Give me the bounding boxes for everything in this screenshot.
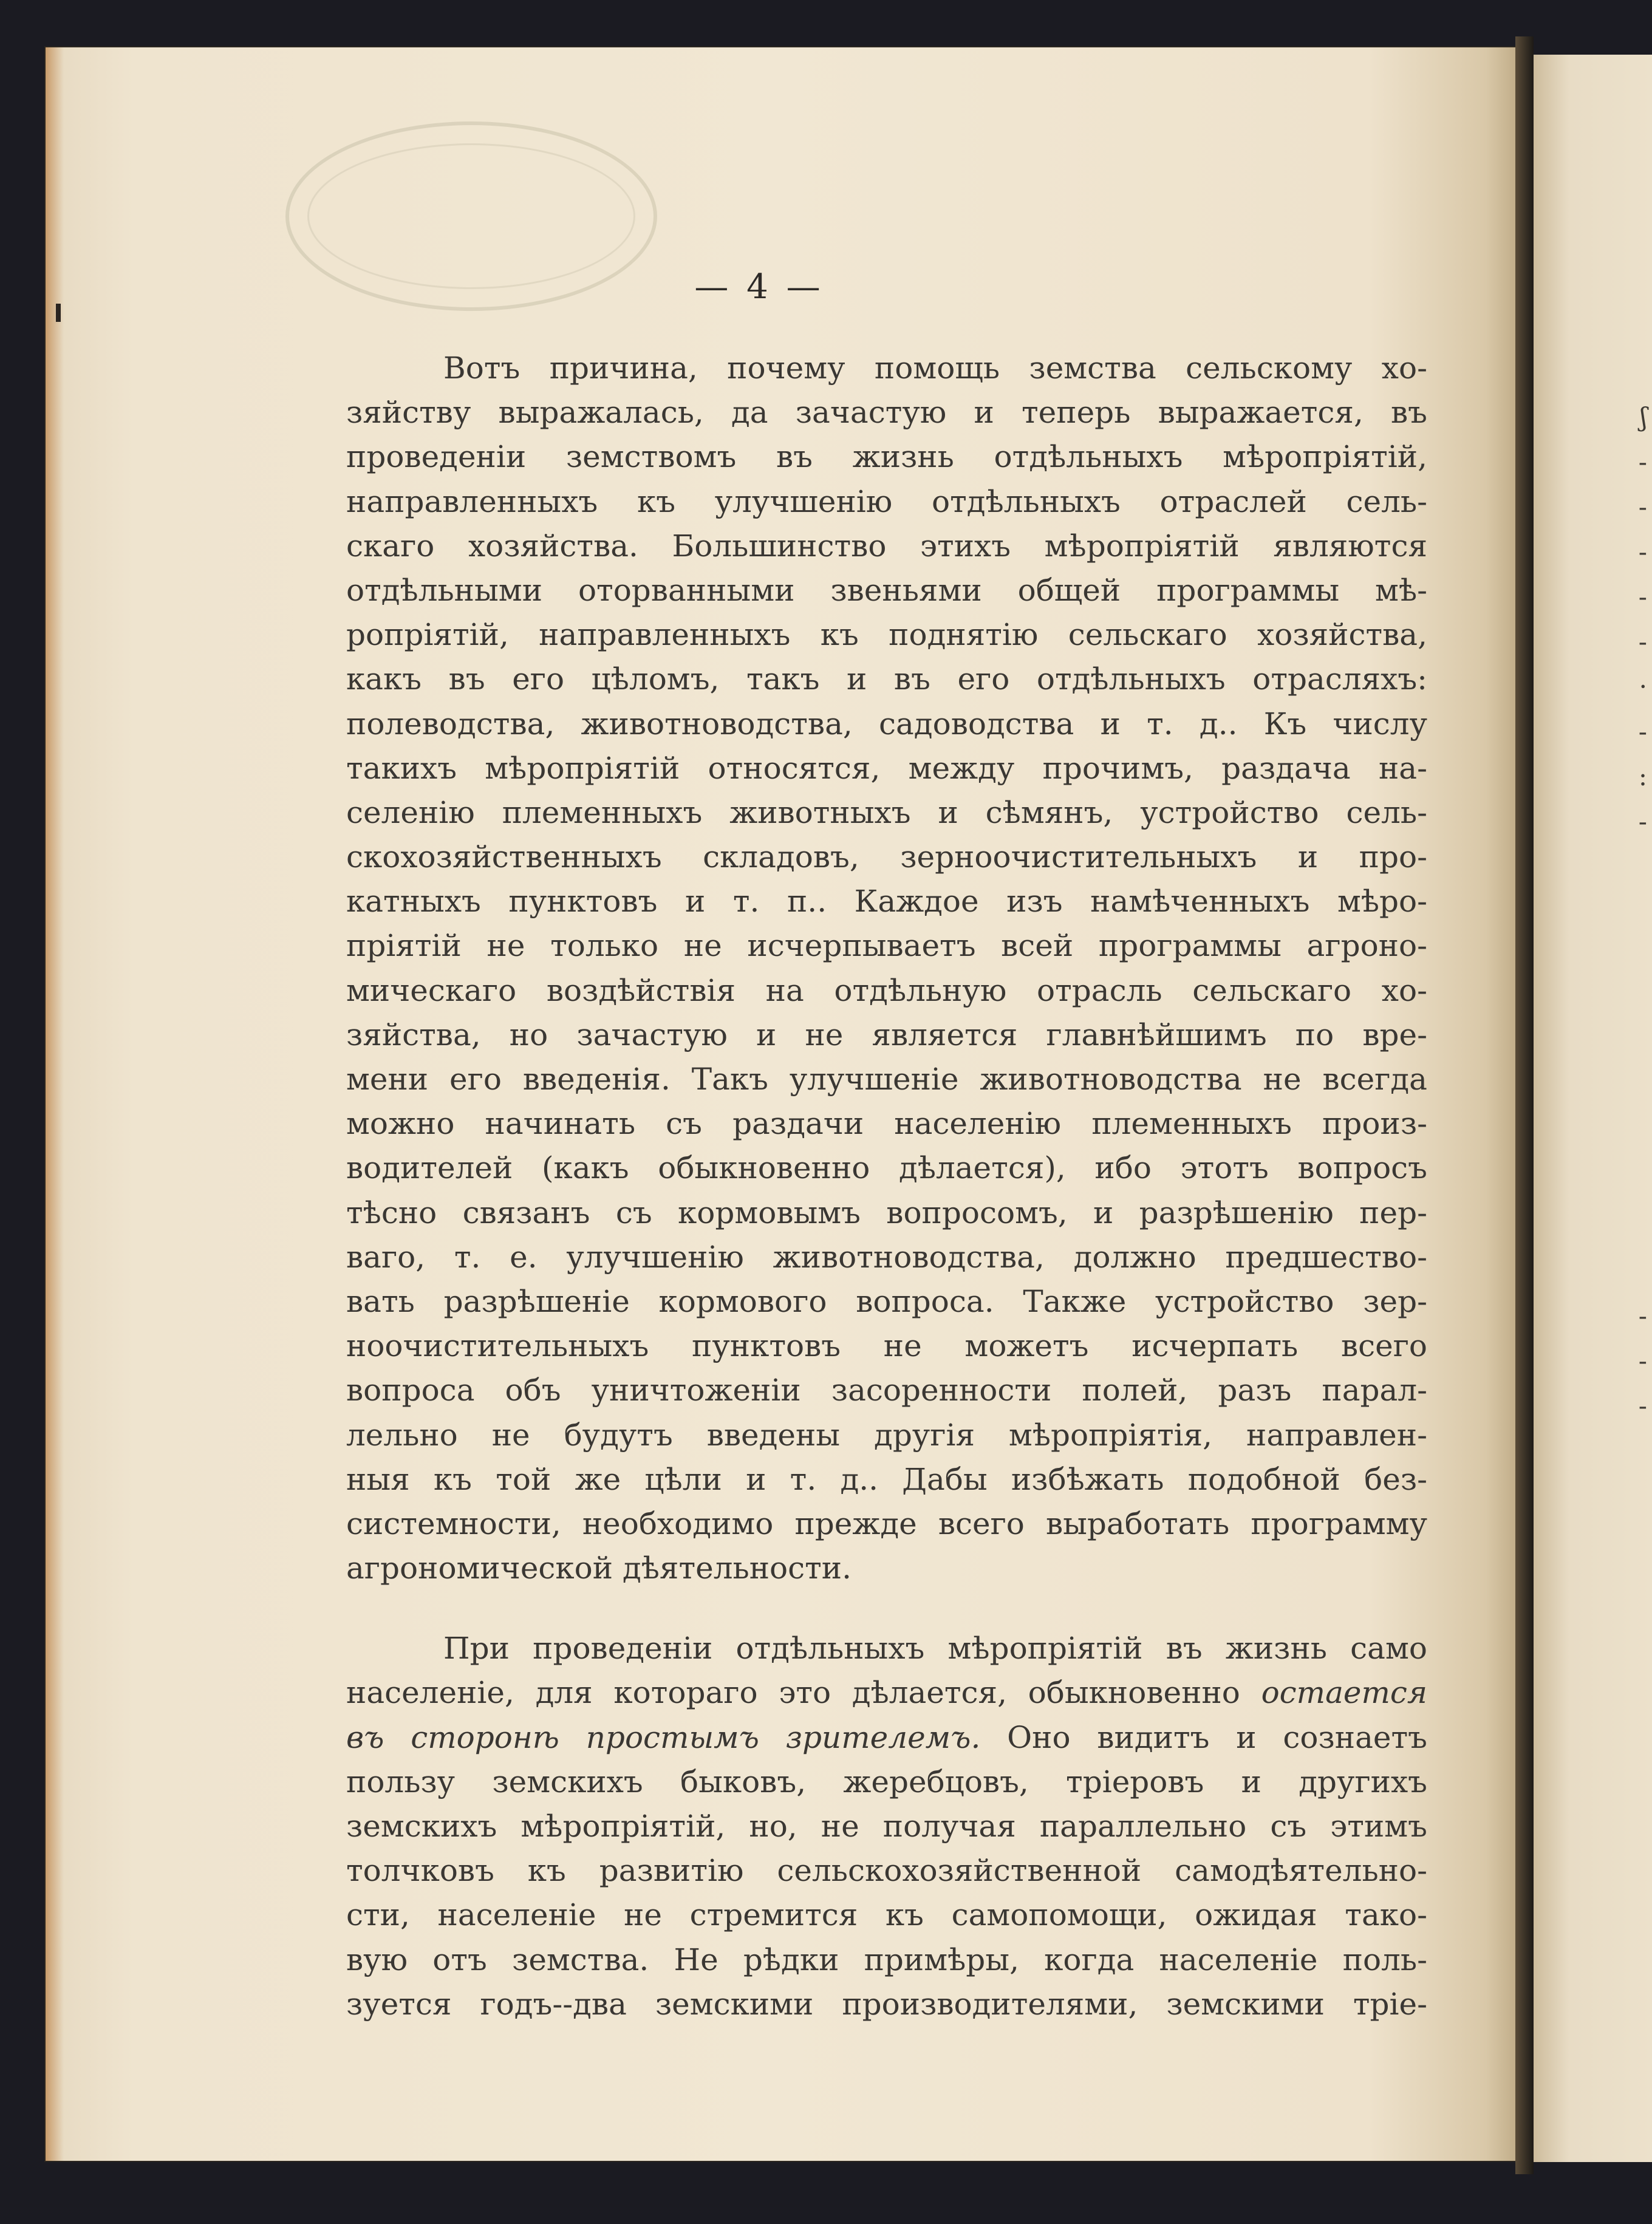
text-line: При проведенiи отдѣльныхъ мѣропрiятiй въ жизнь само [443, 1631, 1427, 1666]
margin-mark [56, 304, 61, 322]
text-line: вать разрѣшенiе кормового вопроса. Также устройство зер- [346, 1283, 1427, 1319]
text-line: земскихъ мѣропрiятiй, но, не получая параллельно съ этимъ [346, 1809, 1427, 1844]
text-line: можно начинать съ раздачи населенiю племенныхъ произ- [346, 1106, 1427, 1142]
text-segment: населенiе, для котораго это дѣлается, обыкновенно [346, 1675, 1261, 1711]
text-line [346, 1671, 1427, 1715]
paragraph-2 [346, 1626, 1427, 2027]
adjacent-page-glyphs: ʃ - - - - - · - : - - - - [1638, 402, 1647, 1421]
text-line: скаго хозяйства. Большинство этихъ мѣропрiятiй являются [346, 528, 1427, 564]
text-line: какъ въ его цѣломъ, такъ и въ его отдѣльныхъ отрасляхъ: [346, 661, 1427, 697]
text-line: отдѣльными оторванными звеньями общей программы мѣ- [346, 572, 1427, 608]
library-stamp [285, 121, 657, 311]
text-line [346, 1716, 1427, 1760]
text-line: зяйству выражалась, да зачастую и теперь выражается, въ [346, 395, 1427, 431]
text-line: ныя къ той же цѣли и т. д.. Дабы избѣжать подобной без- [346, 1461, 1427, 1497]
text-line: сти, населенiе не стремится къ самопомощи, ожидая тако- [346, 1897, 1427, 1933]
text-line: такихъ мѣропрiятiй относятся, между прочимъ, раздача на- [346, 750, 1427, 786]
text-line: полеводства, животноводства, садоводства и т. д.. Къ числу [346, 706, 1427, 742]
text-line: агрономической дѣятельности. [346, 1550, 852, 1586]
text-line: направленныхъ къ улучшенiю отдѣльныхъ отраслей сель- [346, 483, 1427, 519]
text-line: ропрiятiй, направленныхъ къ поднятiю сельскаго хозяйства, [346, 617, 1427, 653]
text-line: пользу земскихъ быковъ, жеребцовъ, трiеровъ и другихъ [346, 1764, 1427, 1799]
text-line: селенiю племенныхъ животныхъ и сѣмянъ, устройство сель- [346, 794, 1427, 830]
text-line: ваго, т. е. улучшенiю животноводства, должно предшество- [346, 1239, 1427, 1275]
text-line: катныхъ пунктовъ и т. п.. Каждое изъ намѣченныхъ мѣро- [346, 884, 1427, 919]
text-line: зяйства, но зачастую и не является главнѣйшимъ по вре- [346, 1017, 1427, 1052]
text-line: вую отъ земства. Не рѣдки примѣры, когда населенiе поль- [346, 1942, 1427, 1977]
text-line: толчковъ къ развитiю сельскохозяйственной самодѣятельно- [346, 1853, 1427, 1889]
text-line: лельно не будутъ введены другiя мѣропрiятiя, направлен- [346, 1417, 1427, 1453]
text-line: Вотъ причина, почему помощь земства сельскому хо- [443, 350, 1427, 386]
book-gutter [1515, 36, 1534, 2174]
text-line: системности, необходимо прежде всего выработать программу [346, 1506, 1427, 1541]
text-segment: Оно видитъ и сознаетъ [980, 1719, 1427, 1755]
text-line: зуется годъ--два земскими производителями, земскими трiе- [346, 1986, 1427, 2022]
page-edge-shadow [46, 47, 64, 2161]
text-line: скохозяйственныхъ складовъ, зерноочистительныхъ и про- [346, 839, 1427, 875]
text-line: мическаго воздѣйствiя на отдѣльную отрасль сельскаго хо- [346, 972, 1427, 1008]
page-body-text [346, 346, 1427, 2027]
text-line: ноочистительныхъ пунктовъ не можетъ исчерпать всего [346, 1328, 1427, 1364]
text-line: мени его введенiя. Такъ улучшенiе животноводства не всегда [346, 1062, 1427, 1097]
italic-emphasis: въ сторонѣ простымъ зрителемъ. [346, 1719, 981, 1755]
adjacent-page-edge [1534, 55, 1652, 2162]
text-line: тѣсно связанъ съ кормовымъ вопросомъ, и разрѣшенiю пер- [346, 1195, 1427, 1230]
paragraph-1 [346, 346, 1427, 1591]
text-line: проведенiи земствомъ въ жизнь отдѣльныхъ мѣропрiятiй, [346, 439, 1427, 475]
page-number: — 4 — [694, 267, 824, 307]
text-line: водителей (какъ обыкновенно дѣлается), ибо этотъ вопросъ [346, 1150, 1427, 1186]
text-line: прiятiй не только не исчерпываетъ всей программы агроно- [346, 928, 1427, 964]
text-line: вопроса объ уничтоженiи засоренности полей, разъ парал- [346, 1373, 1427, 1408]
italic-emphasis: остается [1261, 1675, 1427, 1711]
